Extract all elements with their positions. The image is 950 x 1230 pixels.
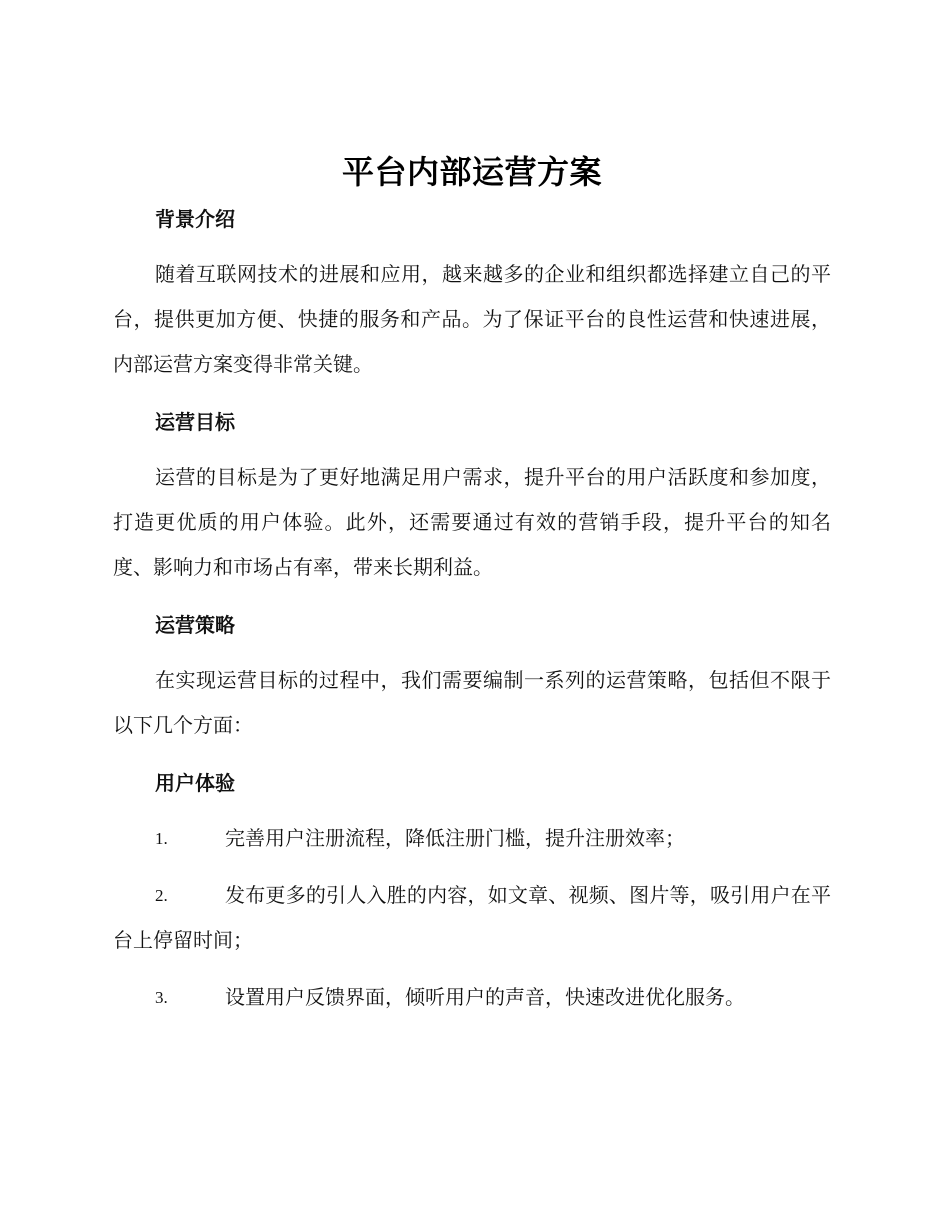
strategy-heading: 运营策略	[155, 613, 235, 637]
strategy-paragraph: 在实现运营目标的过程中，我们需要编制一系列的运营策略，包括但不限于以下几个方面：	[113, 668, 831, 737]
list-item-text: 发布更多的引人入胜的内容，如文章、视频、图片等，吸引用户在平台上停留时间；	[113, 883, 831, 952]
goals-heading: 运营目标	[155, 410, 235, 434]
goals-section	[113, 399, 831, 590]
background-paragraph: 随着互联网技术的进展和应用，越来越多的企业和组织都选择建立自己的平台，提供更加方便、快捷的服务和产品。为了保证平台的良性运营和快速进展，内部运营方案变得非常关键。	[113, 262, 831, 376]
user-experience-section	[113, 760, 831, 1020]
user-experience-list	[113, 816, 831, 1020]
list-number: 1.	[155, 829, 168, 848]
background-heading: 背景介绍	[155, 207, 235, 231]
list-item-text: 完善用户注册流程，降低注册门槛，提升注册效率；	[225, 826, 685, 850]
list-item	[113, 975, 831, 1020]
list-number: 2.	[155, 886, 168, 905]
strategy-section	[113, 602, 831, 748]
list-item	[113, 816, 831, 861]
background-section	[113, 196, 831, 387]
list-number: 3.	[155, 988, 168, 1007]
goals-paragraph: 运营的目标是为了更好地满足用户需求，提升平台的用户活跃度和参加度，打造更优质的用户体验。此外，还需要通过有效的营销手段，提升平台的知名度、影响力和市场占有率，带来长期利益。	[113, 465, 831, 579]
document-title: 平台内部运营方案	[341, 153, 602, 191]
user-experience-heading: 用户体验	[155, 771, 235, 795]
list-item	[113, 873, 831, 963]
document-content	[113, 148, 831, 1032]
list-item-text: 设置用户反馈界面，倾听用户的声音，快速改进优化服务。	[225, 985, 745, 1009]
